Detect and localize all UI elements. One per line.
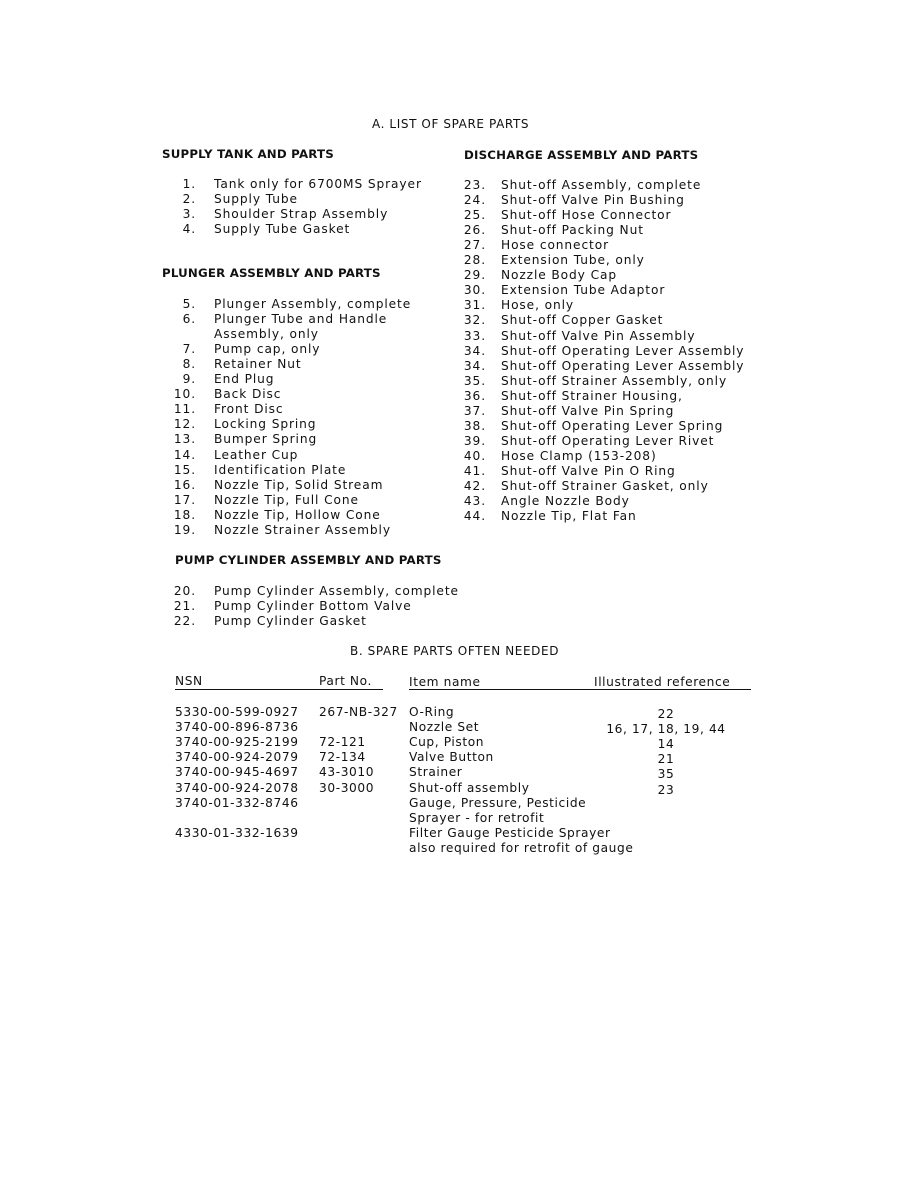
item-number: 12. — [173, 417, 196, 432]
item-text: Hose Clamp (153-208) — [501, 448, 657, 463]
cell-nsn: 3740-00-924-2078 — [175, 780, 299, 795]
item-text: Shut-off Operating Lever Assembly — [501, 358, 745, 373]
item-text: Extension Tube Adaptor — [501, 283, 666, 298]
header-underline-nsn — [175, 689, 383, 690]
item-text: Nozzle Strainer Assembly — [214, 522, 391, 537]
item-number: 26. — [463, 223, 486, 238]
item-number: 2. — [182, 192, 196, 207]
group-heading-plunger-assembly: PLUNGER ASSEMBLY AND PARTS — [162, 266, 381, 280]
item-text: Hose, only — [501, 298, 574, 313]
item-number: 7. — [182, 342, 196, 357]
cell-item-name: Gauge, Pressure, Pesticide — [409, 795, 587, 810]
cell-item-name: Shut-off assembly — [409, 780, 530, 795]
item-number: 23. — [463, 178, 486, 192]
section-b-title: B. SPARE PARTS OFTEN NEEDED — [350, 644, 560, 658]
item-number: 28. — [463, 253, 486, 268]
item-number: 19. — [173, 522, 196, 537]
item-text: Pump Cylinder Bottom Valve — [214, 599, 412, 614]
item-text: Extension Tube, only — [501, 253, 645, 268]
item-text: Shut-off Packing Nut — [501, 223, 644, 238]
item-text: Shut-off Valve Pin Spring — [501, 403, 675, 418]
cell-nsn: 3740-00-896-8736 — [175, 720, 299, 735]
item-number: 11. — [173, 402, 196, 417]
column-header-part-no: Part No. — [319, 674, 372, 688]
cell-illustrated-reference: 14 — [657, 737, 675, 752]
cell-item-name: O-Ring — [409, 705, 455, 719]
item-text: Shut-off Strainer Assembly, only — [501, 373, 728, 388]
cell-part-no: 43-3010 — [319, 765, 375, 780]
item-text: Plunger Assembly, complete — [214, 297, 412, 311]
item-text: Shut-off Strainer Housing, — [501, 388, 683, 403]
item-text: End Plug — [214, 372, 275, 387]
item-number: 30. — [463, 283, 486, 298]
item-number: 41. — [463, 463, 486, 478]
item-text: Shut-off Operating Lever Spring — [501, 418, 724, 433]
item-number: 10. — [173, 387, 196, 402]
item-number: 3. — [182, 207, 196, 222]
item-number: 6. — [182, 312, 196, 327]
item-text: Nozzle Tip, Solid Stream — [214, 477, 384, 492]
cell-illustrated-reference: 35 — [657, 767, 675, 782]
item-number: 44. — [463, 509, 486, 524]
item-text: Leather Cup — [214, 447, 299, 462]
item-text: Plunger Tube and Handle — [214, 312, 388, 327]
cell-nsn: 3740-00-924-2079 — [175, 750, 299, 765]
item-text: Locking Spring — [214, 417, 317, 432]
item-number: 39. — [463, 433, 486, 448]
item-number: 20. — [173, 584, 196, 598]
item-text: Shut-off Valve Pin Assembly — [501, 328, 696, 343]
item-number: 13. — [173, 432, 196, 447]
item-number: 25. — [463, 208, 486, 223]
item-number: 36. — [463, 388, 486, 403]
item-number: 42. — [463, 479, 486, 493]
item-number: 4. — [182, 222, 196, 237]
cell-item-name: Sprayer - for retrofit — [409, 810, 545, 825]
item-number: 15. — [173, 462, 196, 477]
column-header-item-name: Item name — [409, 675, 481, 689]
item-text: Shut-off Valve Pin Bushing — [501, 193, 685, 208]
item-number: 31. — [463, 298, 486, 313]
cell-illustrated-reference: 22 — [657, 707, 675, 721]
item-number: 8. — [182, 357, 196, 372]
cell-nsn: 4330-01-332-1639 — [175, 825, 299, 840]
item-text: Pump cap, only — [214, 342, 321, 357]
item-number: 1. — [182, 177, 196, 191]
item-number: 27. — [463, 238, 486, 253]
item-text: Assembly, only — [214, 327, 319, 342]
item-number: 21. — [173, 599, 196, 614]
item-text: Nozzle Body Cap — [501, 268, 617, 283]
group-heading-pump-cylinder: PUMP CYLINDER ASSEMBLY AND PARTS — [175, 553, 442, 567]
item-text: Shut-off Hose Connector — [501, 208, 672, 223]
item-number: 38. — [463, 418, 486, 433]
item-text: Pump Cylinder Assembly, complete — [214, 584, 459, 598]
item-number: 9. — [182, 372, 196, 387]
item-number: 29. — [463, 268, 486, 283]
item-text: Shut-off Assembly, complete — [501, 178, 702, 192]
cell-item-name: Cup, Piston — [409, 735, 485, 750]
item-text: Supply Tube — [214, 192, 298, 207]
item-text: Shut-off Copper Gasket — [501, 313, 664, 328]
cell-nsn: 3740-00-925-2199 — [175, 735, 299, 750]
cell-part-no: 72-121 — [319, 735, 366, 750]
item-text: Nozzle Tip, Hollow Cone — [214, 507, 381, 522]
item-text: Bumper Spring — [214, 432, 318, 447]
cell-item-name: Nozzle Set — [409, 720, 480, 735]
cell-part-no: 72-134 — [319, 750, 366, 765]
item-text: Supply Tube Gasket — [214, 222, 351, 237]
item-number: 24. — [463, 193, 486, 208]
group-heading-supply-tank: SUPPLY TANK AND PARTS — [162, 147, 334, 161]
item-number: 22. — [173, 614, 196, 629]
column-header-illustrated-reference: Illustrated reference — [594, 675, 731, 689]
item-number: 34. — [463, 343, 486, 358]
item-text: Shoulder Strap Assembly — [214, 207, 389, 222]
item-text: Nozzle Tip, Flat Fan — [501, 509, 637, 524]
cell-part-no: 267-NB-327 — [319, 705, 398, 719]
item-number: 16. — [173, 477, 196, 492]
item-text: Angle Nozzle Body — [501, 494, 630, 509]
cell-item-name: Filter Gauge Pesticide Sprayer — [409, 825, 611, 840]
item-text: Nozzle Tip, Full Cone — [214, 492, 359, 507]
cell-nsn: 3740-00-945-4697 — [175, 765, 299, 780]
item-text: Shut-off Operating Lever Assembly — [501, 343, 745, 358]
item-number: 18. — [173, 507, 196, 522]
item-number: 43. — [463, 494, 486, 509]
cell-illustrated-reference: 21 — [657, 752, 675, 767]
item-number: 34. — [463, 358, 486, 373]
item-number: 40. — [463, 448, 486, 463]
item-number: 35. — [463, 373, 486, 388]
item-text: Shut-off Valve Pin O Ring — [501, 463, 676, 478]
item-number: 14. — [173, 447, 196, 462]
item-number: 5. — [182, 297, 196, 311]
item-text: Back Disc — [214, 387, 282, 402]
section-a-title: A. LIST OF SPARE PARTS — [372, 117, 530, 131]
item-text: Retainer Nut — [214, 357, 302, 372]
cell-item-name: also required for retrofit of gauge — [409, 840, 634, 855]
cell-nsn: 5330-00-599-0927 — [175, 705, 299, 719]
item-text: Hose connector — [501, 238, 609, 253]
item-text: Shut-off Operating Lever Rivet — [501, 433, 715, 448]
item-number: 32. — [463, 313, 486, 328]
cell-item-name: Valve Button — [409, 750, 494, 765]
group-heading-discharge-assembly: DISCHARGE ASSEMBLY AND PARTS — [464, 148, 699, 162]
item-text: Identification Plate — [214, 462, 347, 477]
cell-part-no: 30-3000 — [319, 780, 375, 795]
cell-nsn: 3740-01-332-8746 — [175, 795, 299, 810]
item-number: 17. — [173, 492, 196, 507]
item-text: Front Disc — [214, 402, 284, 417]
item-text: Shut-off Strainer Gasket, only — [501, 479, 709, 493]
item-text: Pump Cylinder Gasket — [214, 614, 367, 629]
column-header-nsn: NSN — [175, 674, 203, 688]
header-underline-item — [409, 689, 751, 690]
cell-illustrated-reference: 16, 17, 18, 19, 44 — [606, 722, 726, 737]
item-text: Tank only for 6700MS Sprayer — [214, 177, 422, 191]
item-number: 33. — [463, 328, 486, 343]
item-number: 37. — [463, 403, 486, 418]
cell-item-name: Strainer — [409, 765, 463, 780]
cell-illustrated-reference: 23 — [657, 782, 675, 797]
